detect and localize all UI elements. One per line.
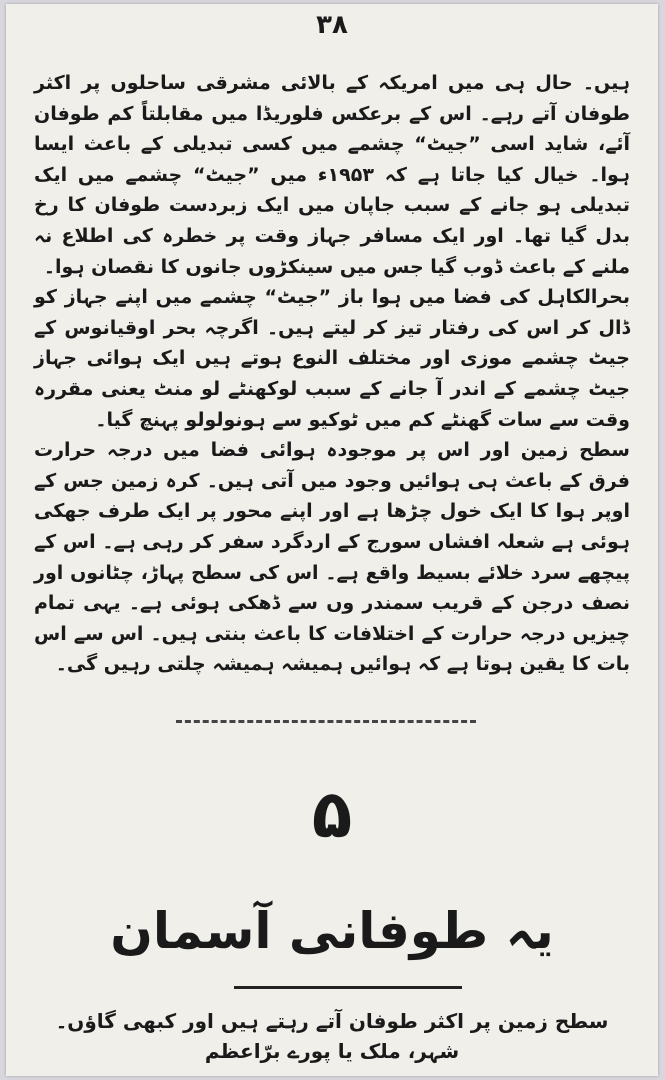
paragraph-1: ہیں۔ حال ہی میں امریکہ کے بالائی مشرقی ساحلوں پر اکثر طوفان آتے رہے۔ اس کے برعکس فلوریڈا میں مقابلتاً کم طوفان آئے، شاید اسی ”جیٹ“ چشمے میں کسی تبدیلی کے باعث ایسا ہوا۔ خیال کیا جاتا ہے کہ ۱۹۵۳ء میں ”جیٹ“ چشمے میں ایک تبدیلی ہو جانے کے سبب جاپان میں ایک زبردست طوفان کا رخ بدل گیا تھا۔ اور ایک مسافر جہاز وقت پر خطرہ کی اطلاع نہ ملنے کے باعث ڈوب گیا جس میں سینکڑوں جانوں کا نقصان ہوا۔ [34, 72, 631, 278]
paragraph-3: سطح زمین اور اس پر موجودہ ہوائی فضا میں درجہ حرارت فرق کے باعث ہی ہوائیں وجود میں آتی ہیں۔ کرہ زمین جس کے اوپر ہوا کا ایک خول چڑھا ہے اور اپنے محور پر ایک طرف جھکی ہوئی ہے شعلہ افشاں سورج کے اردگرد سفر کر رہی ہے۔ اس کے پیچھے سرد خلائے بسیط واقع ہے۔ اس کی سطح پہاڑ، چٹانوں اور نصف درجن کے قریب سمندر وں سے ڈھکی ہوئی ہے۔ یہی تمام چیزیں درجہ حرارت کے اختلافات کا باعث بنتی ہیں۔ اس سے اس بات کا یقین ہوتا ہے کہ ہوائیں ہمیشہ ہمیشہ چلتی رہیں گی۔ [34, 439, 630, 676]
page-number: ۳۸ [316, 10, 348, 40]
chapter-title: یہ طوفانی آسمان [110, 902, 554, 960]
body-text [34, 68, 630, 680]
book-page [6, 4, 658, 1076]
paragraph-2: بحرالکاہل کی فضا میں ہوا باز ”جیٹ“ چشمے میں اپنے جہاز کو ڈال کر اس کی رفتار تیز کر لیتے ہیں۔ اگرچہ بحر اوقیانوس کے جیٹ چشمے موزی اور مختلف النوع ہوتے ہیں ایک ہوائی جہاز جیٹ چشمے کے اندر آ جانے کے سبب لوکھنٹے لو منٹ یعنی مقررہ وقت سے سات گھنٹے کم میں ٹوکیو سے ہونولولو پہنچ گیا۔ [34, 286, 630, 431]
title-underline [234, 986, 462, 989]
chapter-intro-line: سطح زمین پر اکثر طوفان آتے رہتے ہیں اور کبھی گاؤں۔ شہر، ملک یا پورے برّاعظم [55, 1009, 609, 1063]
section-divider [176, 720, 476, 723]
chapter-number: ۵ [311, 776, 353, 853]
